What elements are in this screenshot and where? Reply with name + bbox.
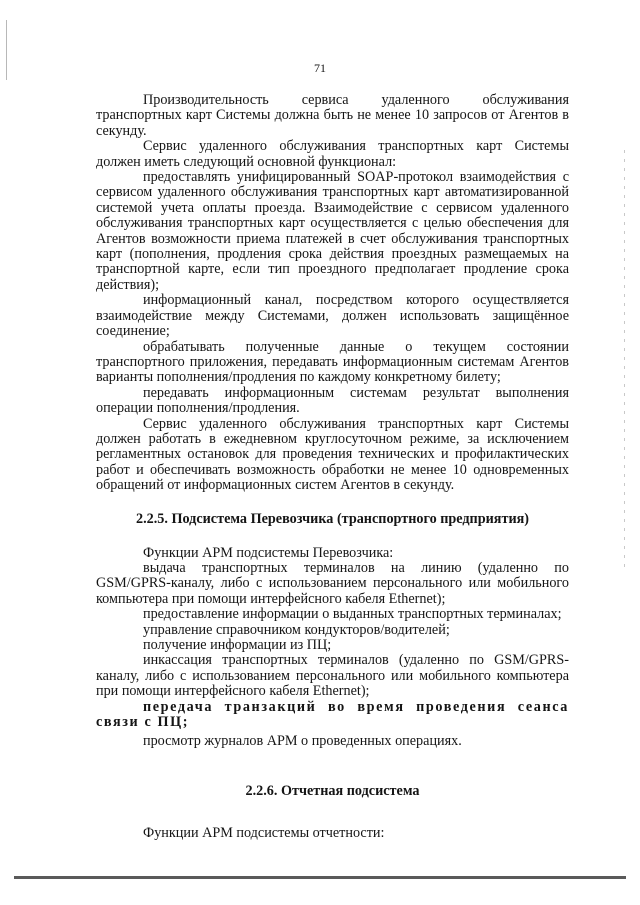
page-number: 71	[314, 61, 326, 75]
list-item-terminal-info: предоставление информации о выданных транспортных терминалах;	[143, 606, 562, 623]
paragraph-uptime: Сервис удаленного обслуживания транспортных карт Системы должен работать в ежедневном круглосуточном режиме, за исключением регламентных остановок для проведения технических и профилактических работ и обеспечивать возможность обработки не менее 10 одновременных обращений от информационных систем Агентов в секунду.	[96, 415, 569, 494]
list-item-pc-info: получение информации из ПЦ;	[143, 637, 332, 653]
list-item-log-view: просмотр журналов АРМ о проведенных операциях.	[143, 733, 462, 750]
scan-artifact-right	[624, 150, 625, 570]
list-item-conductor-directory: управление справочником кондукторов/водителей;	[143, 621, 450, 638]
document-body	[96, 93, 569, 841]
paragraph-result: передавать информационным системам результат выполнения операции пополнения/продления.	[96, 384, 569, 417]
heading-carrier-subsystem: 2.2.5. Подсистема Перевозчика (транспортного предприятия)	[135, 510, 530, 527]
paragraph-reporting-intro: Функции АРМ подсистемы отчетности:	[143, 824, 385, 841]
paragraph-functions-intro: Сервис удаленного обслуживания транспортных карт Системы должен иметь следующий основной функционал:	[96, 138, 569, 170]
heading-reporting-subsystem: 2.2.6. Отчетная подсистема	[245, 782, 420, 799]
list-item-terminal-issue: выдача транспортных терминалов на линию (удаленно по GSM/GPRS-каналу, либо с использованием персонального или мобильного компьютера при помощи интерфейсного кабеля Ethernet);	[96, 559, 569, 607]
paragraph-performance: Производительность сервиса удаленного обслуживания транспортных карт Системы должна быть не менее 10 запросов от Агентов в секунду.	[96, 92, 569, 139]
list-item-transaction-transfer: передача транзакций во время проведения сеанса связи с ПЦ;	[96, 698, 569, 731]
paragraph-carrier-intro: Функции АРМ подсистемы Перевозчика:	[143, 544, 394, 561]
scan-artifact-bottom	[14, 876, 626, 879]
paragraph-channel: информационный канал, посредством которого осуществляется взаимодействие между Системами, должен использовать защищённое соединение;	[96, 292, 569, 340]
paragraph-processing: обрабатывать полученные данные о текущем состоянии транспортного приложения, передавать информационным системам Агентов варианты пополнения/продления по каждому конкретному билету;	[96, 338, 569, 386]
paragraph-soap: предоставлять унифицированный SOAP-протокол взаимодействия с сервисом удаленного обслуживания транспортных карт автоматизированной системой учета оплаты проезда. Взаимодействие с сервисом удаленного обслуживания транспортных карт осуществляется с целью обеспечения для Агентов возможности приема платежей в счет обслуживания транспортных карт (пополнения, продления срока действия проездных размещаемых на транспортной карте, если тип проездного предполагает продление срока действия);	[96, 169, 569, 293]
list-item-terminal-collection: инкассация транспортных терминалов (удаленно по GSM/GPRS-каналу, либо с использованием персонального или мобильного компьютера при помощи интерфейсного кабеля Ethernet);	[96, 652, 569, 700]
